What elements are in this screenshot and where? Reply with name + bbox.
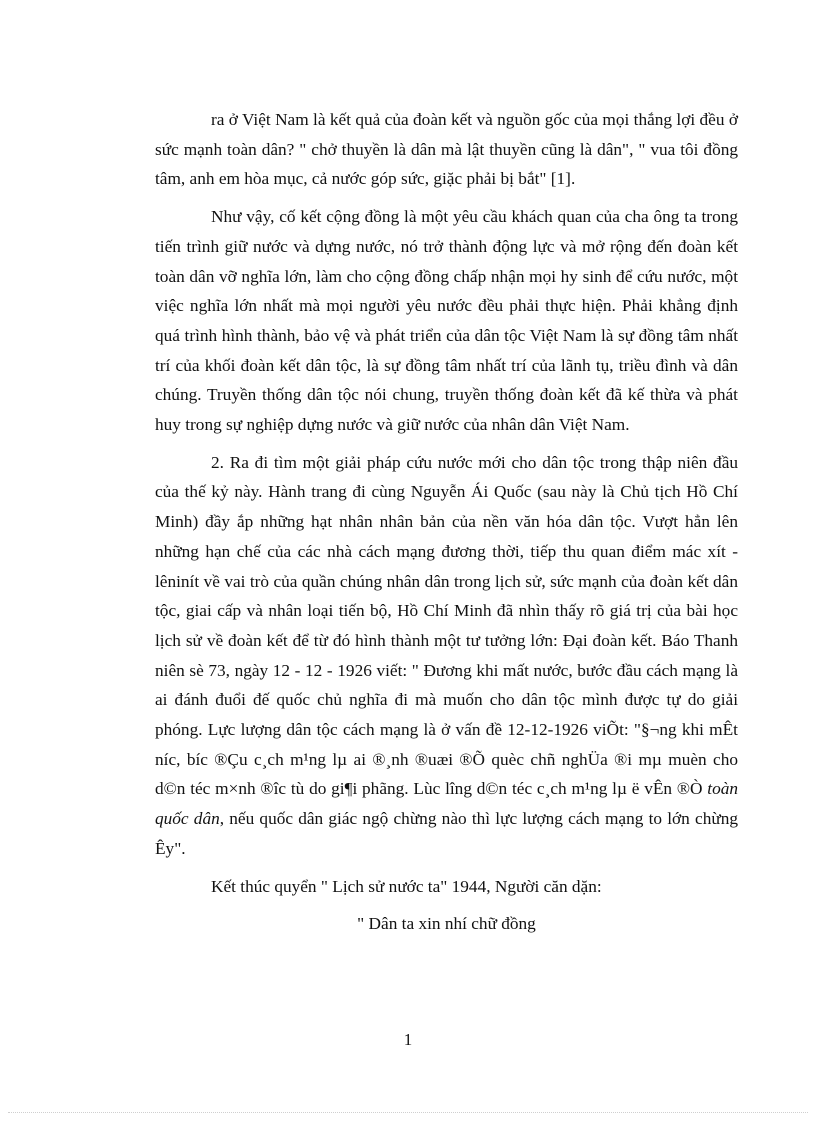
- paragraph-3-text-b: , nếu quốc dân giác ngộ chừng nào thì lực lượng cách mạng to lớn chừng Êy".: [155, 809, 738, 858]
- paragraph-2: Như vậy, cố kết cộng đồng là một yêu cầu khách quan của cha ông ta trong tiến trình giữ nước và dựng nước, nó trở thành động lực và mở rộng đến đoàn kết toàn dân vỡ nghĩa lớn, làm cho cộng đồng chấp nhận mọi hy sinh để cứu nước, một việc nghĩa lớn nhất mà mọi người yêu nước đều phải thực hiện. Phải khẳng định quá trình hình thành, bảo vệ và phát triển của dân tộc Việt Nam là sự đồng tâm nhất trí của khối đoàn kết dân tộc, là sự đồng tâm nhất trí của lãnh tụ, triều đình và dân chúng. Truyền thống dân tộc nói chung, truyền thống đoàn kết đã kế thừa và phát huy trong sự nghiệp dựng nước và giữ nước của nhân dân Việt Nam.: [155, 207, 738, 435]
- paragraph-4: Kết thúc quyển " Lịch sử nước ta" 1944, Người căn dặn:: [211, 876, 602, 896]
- page-bottom-divider: [8, 1112, 808, 1113]
- page-number: 1: [403, 1030, 413, 1049]
- paragraph-3-text-a: 2. Ra đi tìm một giải pháp cứu nước mới cho dân tộc trong thập niên đầu của thế kỷ này. Hành trang đi cùng Nguyễn Ái Quốc (sau này là Chủ tịch Hồ Chí Minh) đầy ắp những hạt nhân nhân bản của nền văn hóa dân tộc. Vượt hẳn lên những hạn chế của các nhà cách mạng đương thời, tiếp thu quan điểm mác xít - lêninít về vai trò của quần chúng nhân dân trong lịch sử, sức mạnh của đoàn kết dân tộc, giai cấp và nhân loại tiến bộ, Hồ Chí Minh đã nhìn thấy rõ giá trị của bài học lịch sử về đoàn kết để từ đó hình thành một tư tưởng lớn: Đại đoàn kết. Báo Thanh niên sè 73, ngày 12 - 12 - 1926 viết: " Đương khi mất nước, bước đầu cách mạng là ai đánh đuổi đế quốc chủ nghĩa đi mà muốn cho dân tộc mình được tự do giải phóng. Lực lượng dân tộc cách mạng là ở vấn đề 12-12-1926 viÕt: "§¬ng khi mÊt níc, bíc ®Çu c¸ch m¹ng lµ ai ®¸nh ®uæi ®Õ quèc chñ nghÜa ®i mµ muèn cho d©n téc m×nh ®îc tù do gi¶i phãng. Lùc lîng d©n téc c¸ch m¹ng lµ ë vÊn ®Ò: [155, 452, 738, 799]
- paragraph-3-italic: toàn quốc dân: [155, 779, 738, 829]
- paragraph-3: [155, 448, 738, 864]
- document-body: [155, 105, 738, 947]
- poem-line: " Dân ta xin nhí chữ đồng: [357, 914, 536, 934]
- paragraph-1: ra ở Việt Nam là kết quả của đoàn kết và nguồn gốc của mọi thắng lợi đều ở sức mạnh toàn dân? " chở thuyền là dân mà lật thuyền cũng là dân", " vua tôi đồng tâm, anh em hòa mục, cả nước góp sức, giặc phải bị bắt" [1].: [155, 110, 738, 189]
